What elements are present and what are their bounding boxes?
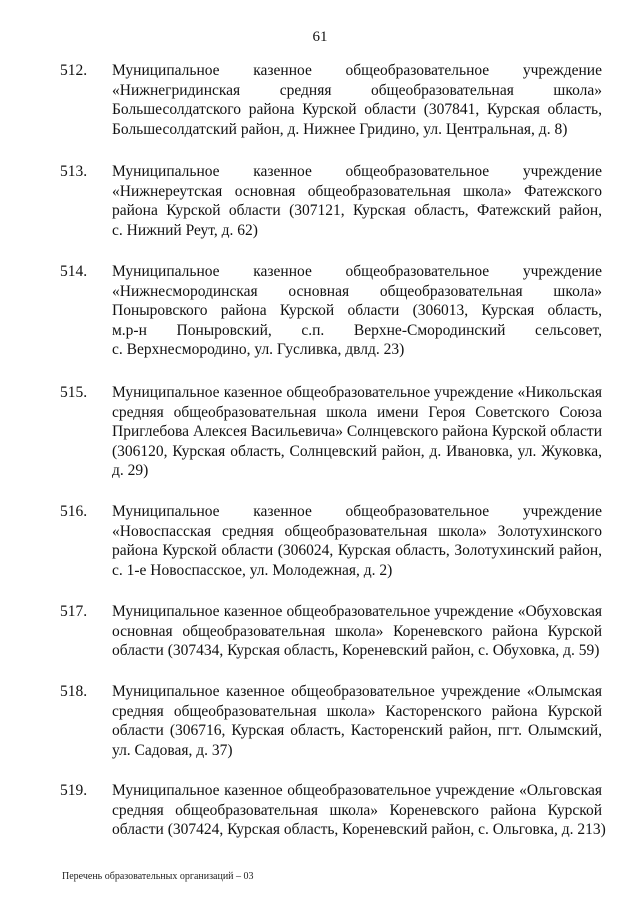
text-line: средняя общеобразовательная школа» Касторенского района Курской — [112, 702, 602, 720]
text-line: Большесолдатский район, д. Нижнее Гридино, ул. Центральная, д. 8) — [112, 120, 568, 138]
text-line: района Курской области (307121, Курская область, Фатежский район, — [112, 202, 602, 219]
text-line: области (306716, Курская область, Касторенский район, пгт. Олымский, — [112, 722, 602, 739]
item-number: 512. — [60, 62, 88, 79]
text-line: Муниципальное казенное общеобразовательное учреждение — [112, 503, 602, 520]
list-item — [60, 61, 602, 139]
text-line: Муниципальное казенное общеобразовательное учреждение — [112, 163, 602, 180]
text-line: Муниципальное казенное общеобразовательное учреждение «Никольская — [112, 384, 602, 401]
list-item — [60, 781, 606, 840]
item-number: 518. — [60, 683, 88, 700]
list-item — [60, 383, 602, 481]
text-line: района Курской области (306024, Курская область, Золотухинский район, — [112, 542, 602, 559]
text-line: д. 29) — [112, 462, 149, 479]
item-text — [112, 383, 602, 481]
item-number: 516. — [60, 503, 88, 520]
item-number: 515. — [60, 384, 88, 401]
list-item — [60, 602, 602, 661]
text-line: основная общеобразовательная школа» Кореневского района Курской — [112, 622, 602, 640]
item-number: 517. — [60, 603, 88, 620]
text-line: Муниципальное казенное общеобразовательное учреждение — [112, 62, 602, 79]
text-line: (306120, Курская область, Солнцевский район, д. Ивановка, ул. Жуковка, — [112, 442, 602, 460]
text-line: Муниципальное казенное общеобразовательное учреждение «Обуховская — [112, 603, 602, 620]
text-line: «Нижнереутская основная общеобразовательная школа» Фатежского — [112, 182, 602, 200]
text-line: Муниципальное казенное общеобразовательное учреждение — [112, 263, 602, 280]
list-item — [60, 682, 602, 760]
list-item — [60, 262, 602, 360]
item-text — [112, 502, 602, 580]
text-line: средняя общеобразовательная школа имени Героя Советского Союза — [112, 403, 602, 421]
item-text — [112, 602, 602, 661]
text-line: «Новоспасская средняя общеобразовательная школа» Золотухинского — [112, 522, 602, 540]
text-line: «Нижнесмородинская основная общеобразовательная школа» — [112, 282, 602, 300]
item-number: 519. — [60, 782, 88, 799]
item-number: 514. — [60, 263, 88, 280]
text-line: с. Верхнесмородино, ул. Гусливка, двлд. 23) — [112, 341, 405, 358]
text-line: Муниципальное казенное общеобразовательное учреждение «Ольговская — [112, 782, 602, 799]
item-text — [112, 162, 602, 240]
item-text — [112, 781, 606, 840]
text-line: Приглебова Алексея Васильевича» Солнцевского района Курской области — [112, 423, 602, 440]
text-line: ул. Садовая, д. 37) — [112, 741, 233, 759]
list-item — [60, 162, 602, 240]
item-number: 513. — [60, 163, 88, 180]
text-line: «Нижнегридинская средняя общеобразовательная школа» — [112, 81, 602, 99]
text-line: с. 1-е Новоспасское, ул. Молодежная, д. 2) — [112, 561, 393, 579]
text-line: области (307424, Курская область, Кореневский район, с. Ольговка, д. 213) — [112, 821, 606, 838]
list-item — [60, 502, 602, 580]
footer-note: Перечень образовательных организаций – 03 — [62, 871, 254, 882]
text-line: области (307434, Курская область, Кореневский район, с. Обуховка, д. 59) — [112, 642, 600, 659]
page-number: 61 — [312, 29, 328, 45]
item-text — [112, 61, 602, 139]
text-line: м.р-н Поныровский, с.п. Верхне-Смородинский сельсовет, — [112, 321, 602, 339]
item-text — [112, 682, 602, 760]
text-line: Большесолдатского района Курской области (307841, Курская область, — [112, 101, 602, 118]
item-text — [112, 262, 602, 360]
text-line: Поныровского района Курской области (306013, Курская область, — [112, 302, 602, 319]
text-line: средняя общеобразовательная школа» Кореневского района Курской — [112, 801, 602, 819]
text-line: с. Нижний Реут, д. 62) — [112, 221, 258, 239]
text-line: Муниципальное казенное общеобразовательное учреждение «Олымская — [112, 683, 602, 700]
